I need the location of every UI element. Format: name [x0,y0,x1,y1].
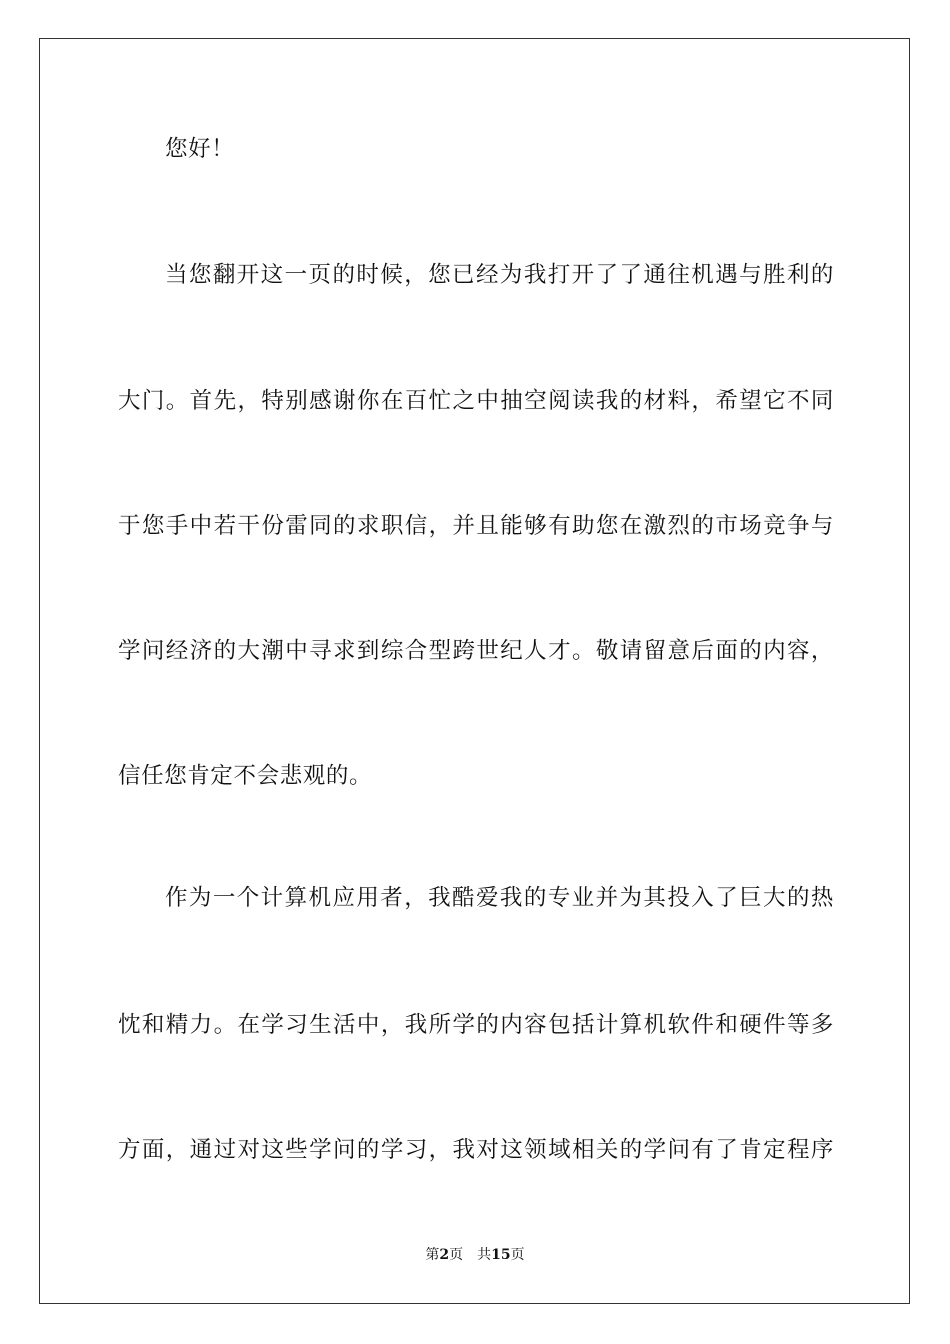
paragraph-1-line-3: 于您手中若干份雷同的求职信，并且能够有助您在激烈的市场竞争与 [118,513,834,539]
paragraph-2-line-2: 忱和精力。在学习生活中，我所学的内容包括计算机软件和硬件等多 [118,1012,834,1038]
page-number-current: 2 [439,1247,450,1263]
page-total-prefix: 共 [477,1247,492,1263]
paragraph-1-line-2: 大门。首先，特别感谢你在百忙之中抽空阅读我的材料，希望它不同 [118,388,834,414]
page-total-count: 15 [491,1247,511,1263]
page-footer [0,1245,950,1265]
paragraph-1-line-1: 当您翻开这一页的时候，您已经为我打开了了通往机遇与胜利的 [165,262,834,288]
paragraph-1-line-4: 学问经济的大潮中寻求到综合型跨世纪人才。敬请留意后面的内容， [118,638,834,664]
page-number-prefix: 第 [425,1247,440,1263]
paragraph-2-line-1: 作为一个计算机应用者，我酷爱我的专业并为其投入了巨大的热 [165,885,834,911]
paragraph-2-line-3: 方面，通过对这些学问的学习，我对这领域相关的学问有了肯定程序 [118,1137,834,1163]
page-number-unit: 页 [449,1247,464,1263]
page-border [39,38,910,1304]
paragraph-1-line-5: 信任您肯定不会悲观的。 [118,763,373,789]
salutation-line: 您好！ [165,136,235,162]
page-total-unit: 页 [510,1247,525,1263]
